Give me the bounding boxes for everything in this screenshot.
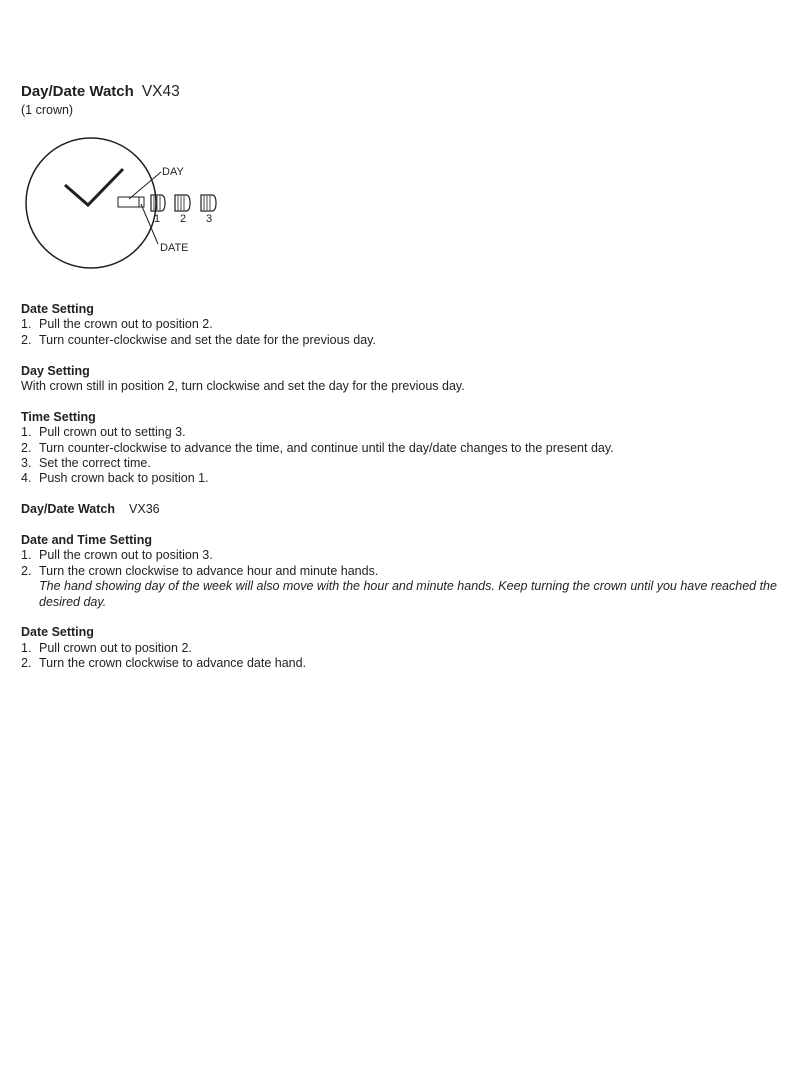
step-number: 2. [21, 563, 32, 578]
step-number: 1. [21, 548, 32, 563]
step-text: Pull the crown out to position 3. [39, 548, 213, 563]
list-item [21, 425, 793, 440]
list-item [21, 656, 793, 671]
list-item [21, 564, 793, 610]
step-text: Pull crown out to setting 3. [39, 425, 186, 440]
list-item [21, 641, 793, 656]
list-item [21, 317, 793, 332]
list-item [21, 333, 793, 348]
step-number: 3. [21, 456, 32, 471]
watch2-name: Day/Date Watch [21, 502, 116, 517]
date-window [118, 197, 144, 207]
step-text: Turn counter-clockwise and set the date for the previous day. [39, 332, 376, 347]
step-number: 2. [21, 440, 32, 455]
position-label-2: 2 [180, 213, 187, 225]
crown-icon-2 [175, 195, 190, 211]
step-text: Push crown back to position 1. [39, 471, 209, 486]
list-item [21, 471, 793, 486]
watch1-subtitle: (1 crown) [21, 103, 74, 117]
date-time-setting-section [21, 533, 793, 610]
steps-list [21, 317, 793, 348]
step-number: 1. [21, 640, 32, 655]
steps-list [21, 548, 793, 610]
steps-list [21, 425, 793, 487]
step-text: Pull the crown out to position 2. [39, 317, 213, 332]
paragraph: With crown still in position 2, turn clockwise and set the day for the previous day. [21, 379, 465, 394]
position-label-1: 1 [154, 213, 161, 225]
section-heading: Day Setting [21, 363, 90, 378]
step-number: 1. [21, 425, 32, 440]
watch2-model: VX36 [129, 502, 160, 517]
step-number: 1. [21, 317, 32, 332]
crown-icon-1 [151, 195, 165, 211]
step-number: 2. [21, 656, 32, 671]
step-text: Turn the crown clockwise to advance date hand. [39, 656, 307, 671]
crown-diagram [21, 132, 241, 272]
watch2-title [21, 502, 793, 517]
date-setting-2-section [21, 625, 793, 671]
list-item [21, 548, 793, 563]
date-setting-section [21, 302, 793, 348]
instructions [21, 302, 793, 687]
watch-hands-icon [65, 169, 123, 205]
list-item [21, 441, 793, 456]
section-heading: Date and Time Setting [21, 533, 153, 548]
watch1-title [21, 84, 180, 100]
list-item [21, 456, 793, 471]
crown-diagram-svg [21, 132, 241, 272]
watch1-name: Day/Date Watch [21, 83, 134, 100]
step-text: Turn the crown clockwise to advance hour and minute hands. [39, 563, 379, 578]
watch1-model: VX43 [141, 83, 180, 100]
section-heading: Date Setting [21, 625, 94, 640]
step-text: Turn counter-clockwise to advance the time, and continue until the day/date changes to the present day. [39, 440, 614, 455]
position-label-3: 3 [206, 213, 213, 225]
label-date: DATE [160, 242, 189, 254]
time-setting-section [21, 410, 793, 487]
step-note: The hand showing day of the week will also move with the hour and minute hands. Keep turning the crown until you have reached the desired day. [39, 579, 777, 609]
step-text: Pull crown out to position 2. [39, 640, 192, 655]
section-heading: Date Setting [21, 302, 94, 316]
crown-icon-3 [201, 195, 216, 211]
label-day: DAY [162, 166, 184, 178]
day-setting-section [21, 364, 793, 395]
step-number: 4. [21, 471, 32, 486]
steps-list [21, 641, 793, 672]
section-heading: Time Setting [21, 409, 96, 424]
step-number: 2. [21, 332, 32, 347]
step-text: Set the correct time. [39, 456, 151, 471]
